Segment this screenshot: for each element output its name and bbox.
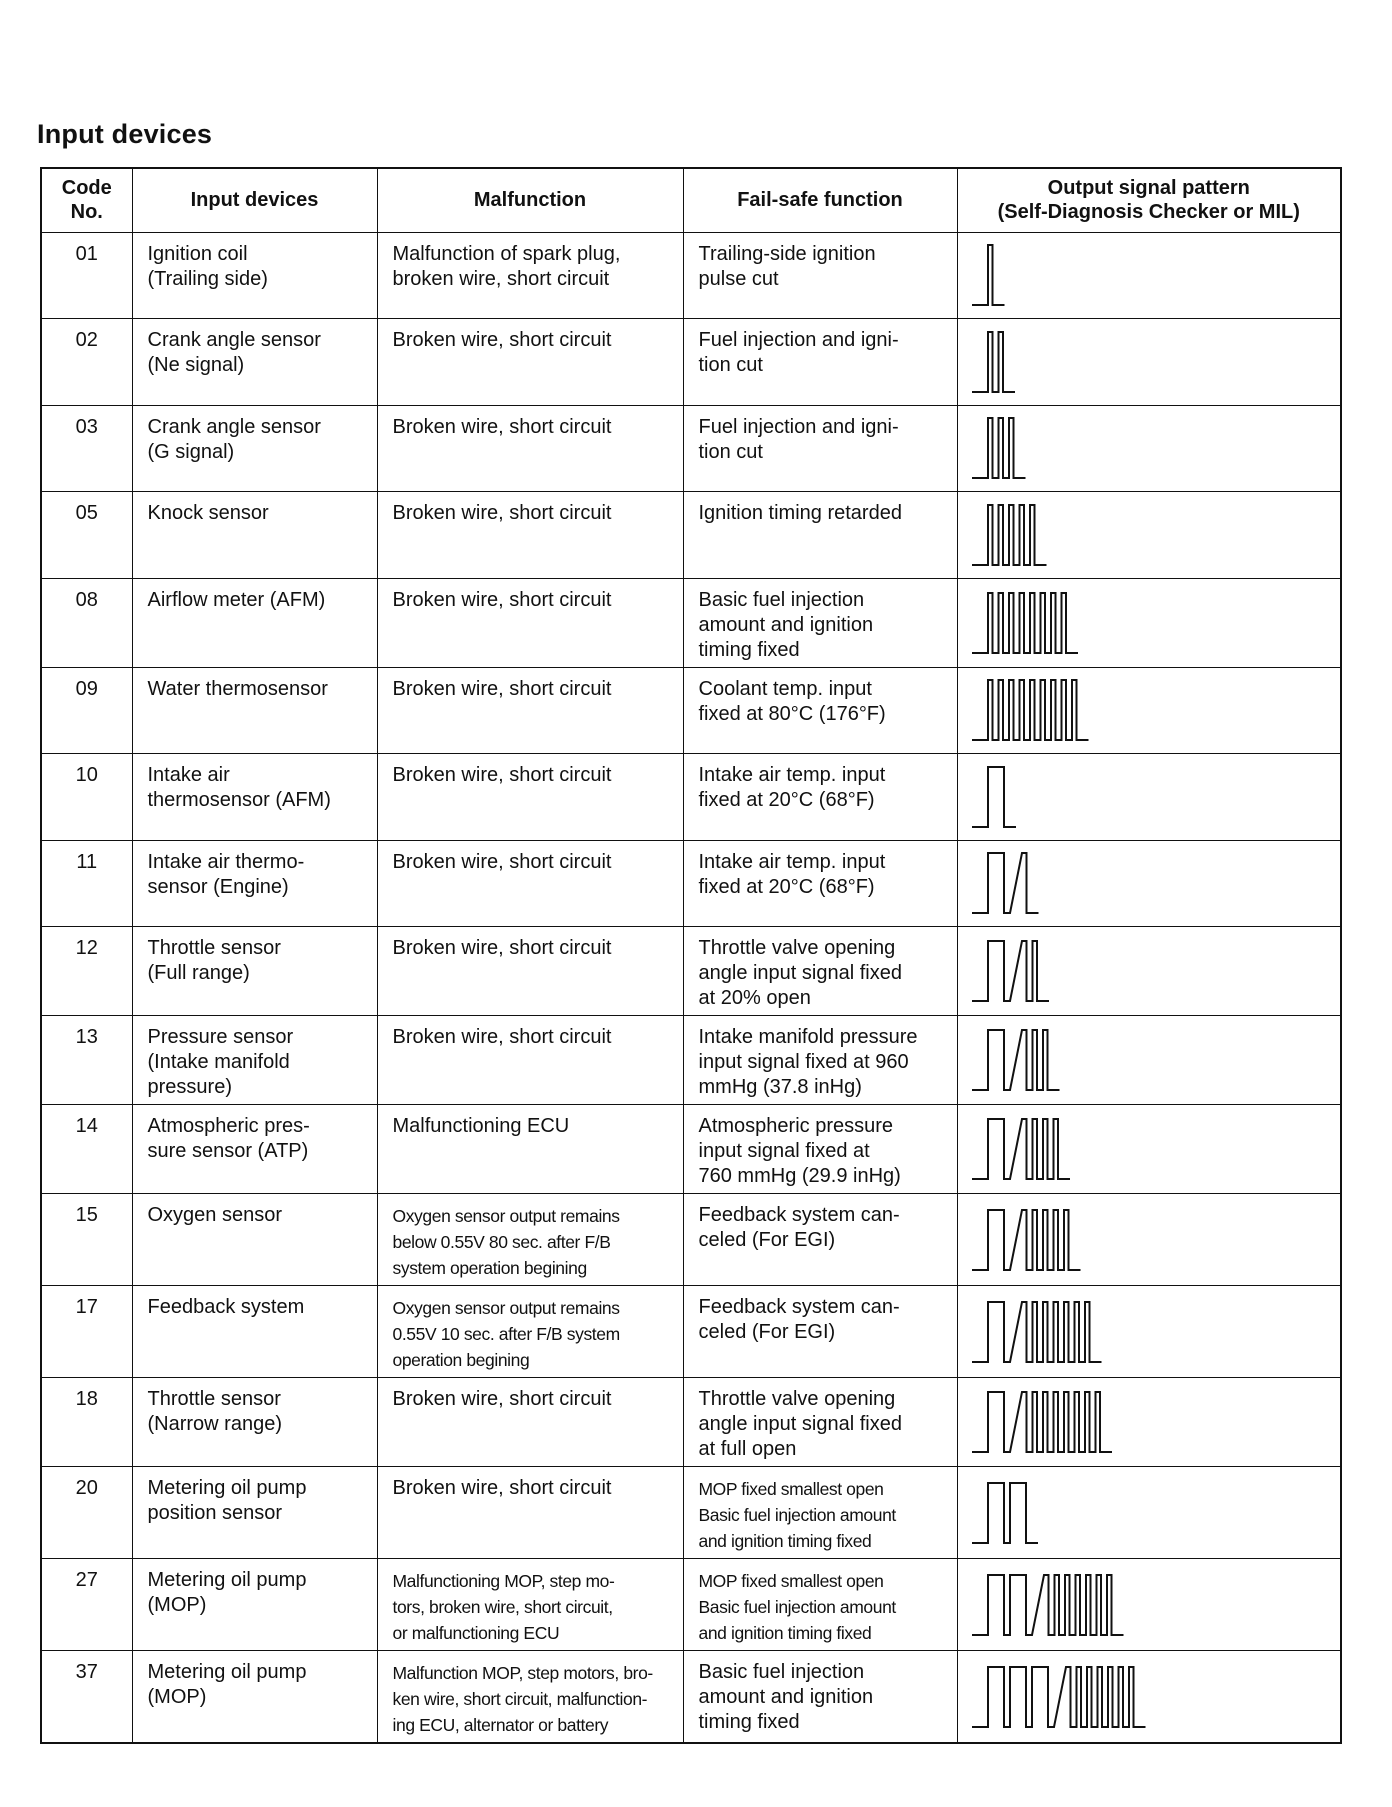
table-row: [41, 667, 1341, 754]
fail-safe-function-line: Trailing-side ignition: [698, 242, 876, 265]
code-number: 09: [41, 667, 132, 754]
output-signal-pattern: [957, 1467, 1341, 1559]
signal-waveform: [972, 1302, 1102, 1362]
input-device-line: Ignition coil: [147, 242, 248, 265]
signal-pattern-graphic: [966, 587, 1326, 659]
signal-waveform: [972, 332, 1015, 392]
signal-waveform: [972, 1667, 1146, 1727]
input-device-line: Oxygen sensor: [147, 1204, 283, 1226]
section-title: Input devices: [37, 119, 213, 149]
fail-safe-function: [683, 405, 957, 492]
fail-safe-function: [683, 1194, 957, 1286]
diagnosis-code-table: [40, 167, 1342, 1744]
fail-safe-function-line: and ignition timing fixed: [698, 1623, 872, 1643]
output-signal-pattern: [957, 1105, 1341, 1194]
output-signal-pattern: [957, 1286, 1341, 1378]
table-row: [41, 1378, 1341, 1467]
fail-safe-function-line: at full open: [698, 1438, 797, 1460]
input-device: [132, 754, 377, 841]
signal-waveform: [972, 1210, 1081, 1270]
code-number: 11: [41, 840, 132, 927]
malfunction-line: ing ECU, alternator or battery: [392, 1715, 609, 1735]
table-row: [41, 1467, 1341, 1559]
table-row: [41, 1286, 1341, 1378]
signal-pattern-graphic: [966, 412, 1326, 484]
malfunction: [377, 667, 683, 754]
code-number: 14: [41, 1105, 132, 1194]
malfunction-line: Broken wire, short circuit: [392, 588, 612, 611]
fail-safe-function-line: angle input signal fixed: [698, 1413, 902, 1435]
table-row: [41, 840, 1341, 927]
signal-waveform: [972, 1119, 1070, 1179]
header-pattern-line-1: Output signal pattern: [1047, 177, 1250, 200]
fail-safe-function: [683, 1467, 957, 1559]
signal-pattern-graphic: [966, 1296, 1326, 1368]
output-signal-pattern: [957, 1559, 1341, 1651]
fail-safe-function-line: 760 mmHg (29.9 inHg): [698, 1165, 901, 1187]
header-code-line-2: No.: [70, 201, 103, 224]
fail-safe-function: [683, 232, 957, 319]
header-code-line-1: Code: [61, 177, 112, 200]
code-number: 15: [41, 1194, 132, 1286]
malfunction: [377, 927, 683, 1016]
input-device-line: (Trailing side): [147, 267, 268, 290]
output-signal-pattern: [957, 492, 1341, 579]
malfunction: [377, 405, 683, 492]
fail-safe-function-line: fixed at 80°C (176°F): [698, 702, 886, 725]
input-device-line: Feedback system: [147, 1296, 305, 1318]
code-number: 20: [41, 1467, 132, 1559]
code-number: 18: [41, 1378, 132, 1467]
malfunction-line: Broken wire, short circuit: [392, 415, 612, 438]
table-header-row: [41, 168, 1341, 232]
table-row: [41, 1105, 1341, 1194]
fail-safe-function-line: MOP fixed smallest open: [698, 1479, 884, 1499]
table-row: [41, 1559, 1341, 1651]
malfunction: [377, 1378, 683, 1467]
malfunction-line: Broken wire, short circuit: [392, 764, 612, 786]
input-device-line: Intake air thermo-: [147, 850, 305, 873]
input-device-line: Metering oil pump: [147, 1661, 307, 1683]
input-device-line: (Intake manifold: [147, 1051, 290, 1073]
fail-safe-function-line: tion cut: [698, 354, 763, 376]
malfunction: [377, 840, 683, 927]
fail-safe-function-line: Basic fuel injection: [698, 588, 865, 611]
input-device-line: Intake air: [147, 764, 230, 786]
signal-pattern-graphic: [966, 1024, 1326, 1096]
malfunction: [377, 232, 683, 319]
malfunction-line: Malfunctioning ECU: [392, 1115, 570, 1137]
input-device-line: Throttle sensor: [147, 1388, 281, 1410]
input-device: [132, 927, 377, 1016]
input-device: [132, 232, 377, 319]
fail-safe-function: [683, 1105, 957, 1194]
input-device: [132, 319, 377, 406]
input-device-line: (Narrow range): [147, 1413, 282, 1435]
code-number: 02: [41, 319, 132, 406]
malfunction: [377, 1286, 683, 1378]
malfunction-line: Malfunction of spark plug,: [392, 242, 621, 265]
fail-safe-function-line: Ignition timing retarded: [698, 502, 902, 524]
input-device-line: Knock sensor: [147, 502, 269, 524]
fail-safe-function: [683, 840, 957, 927]
output-signal-pattern: [957, 667, 1341, 754]
header-pattern-line-2: (Self-Diagnosis Checker or MIL): [997, 201, 1300, 224]
signal-waveform: [972, 767, 1016, 827]
fail-safe-function-line: at 20% open: [698, 987, 811, 1009]
signal-pattern-graphic: [966, 499, 1326, 571]
fail-safe-function: [683, 667, 957, 754]
fail-safe-function-line: Atmospheric pressure: [698, 1115, 894, 1137]
input-device-line: sensor (Engine): [147, 875, 289, 898]
signal-pattern-graphic: [966, 1477, 1326, 1549]
fail-safe-function-line: MOP fixed smallest open: [698, 1571, 884, 1591]
output-signal-pattern: [957, 1378, 1341, 1467]
fail-safe-function-line: angle input signal fixed: [698, 962, 902, 984]
input-device-line: Throttle sensor: [147, 937, 281, 959]
malfunction-line: Broken wire, short circuit: [392, 850, 612, 873]
malfunction-line: system operation begining: [392, 1258, 587, 1278]
fail-safe-function-line: mmHg (37.8 inHg): [698, 1076, 862, 1098]
fail-safe-function-line: timing fixed: [698, 1711, 800, 1733]
input-device-line: Crank angle sensor: [147, 415, 321, 438]
input-device: [132, 1105, 377, 1194]
input-device-line: Water thermosensor: [147, 677, 328, 700]
fail-safe-function-line: Basic fuel injection amount: [698, 1597, 896, 1617]
input-device-line: Airflow meter (AFM): [147, 588, 326, 611]
input-device: [132, 578, 377, 667]
signal-waveform: [972, 941, 1049, 1001]
input-device: [132, 492, 377, 579]
fail-safe-function-line: Intake air temp. input: [698, 764, 886, 786]
fail-safe-function-line: Basic fuel injection amount: [698, 1505, 896, 1525]
input-device: [132, 1378, 377, 1467]
fail-safe-function: [683, 1286, 957, 1378]
input-device: [132, 1559, 377, 1651]
output-signal-pattern: [957, 1016, 1341, 1105]
code-number: 17: [41, 1286, 132, 1378]
malfunction-line: ken wire, short circuit, malfunction-: [392, 1689, 648, 1709]
signal-waveform: [972, 1575, 1124, 1635]
input-device: [132, 1651, 377, 1744]
input-device-line: position sensor: [147, 1502, 283, 1524]
malfunction: [377, 1194, 683, 1286]
malfunction-line: Broken wire, short circuit: [392, 502, 612, 524]
output-signal-pattern: [957, 578, 1341, 667]
fail-safe-function-line: fixed at 20°C (68°F): [698, 789, 875, 811]
fail-safe-function: [683, 1559, 957, 1651]
table-row: [41, 927, 1341, 1016]
code-number: 27: [41, 1559, 132, 1651]
table-row: [41, 1194, 1341, 1286]
fail-safe-function-line: Throttle valve opening: [698, 937, 896, 959]
input-device-line: pressure): [147, 1076, 232, 1098]
malfunction-line: Broken wire, short circuit: [392, 1388, 612, 1410]
output-signal-pattern: [957, 927, 1341, 1016]
fail-safe-function: [683, 927, 957, 1016]
malfunction-line: Oxygen sensor output remains: [392, 1206, 620, 1226]
header-output-signal-pattern: [957, 168, 1341, 232]
signal-waveform: [972, 245, 1005, 305]
output-signal-pattern: [957, 405, 1341, 492]
input-device-line: (Ne signal): [147, 354, 245, 376]
signal-pattern-graphic: [966, 761, 1326, 833]
malfunction: [377, 578, 683, 667]
table-row: [41, 232, 1341, 319]
input-device: [132, 1016, 377, 1105]
table-row: [41, 319, 1341, 406]
signal-pattern-graphic: [966, 239, 1326, 311]
input-device: [132, 1194, 377, 1286]
input-device-line: Metering oil pump: [147, 1477, 307, 1499]
fail-safe-function-line: and ignition timing fixed: [698, 1531, 872, 1551]
input-device-line: Crank angle sensor: [147, 329, 321, 351]
input-device-line: (G signal): [147, 440, 235, 463]
table-row: [41, 578, 1341, 667]
signal-waveform: [972, 593, 1078, 653]
signal-waveform: [972, 418, 1026, 478]
signal-pattern-graphic: [966, 1113, 1326, 1185]
header-code-no: [41, 168, 132, 232]
signal-waveform: [972, 1392, 1112, 1452]
header-fail-safe: Fail-safe function: [683, 168, 957, 232]
malfunction: [377, 1016, 683, 1105]
table-body: [41, 232, 1341, 1743]
signal-waveform: [972, 1030, 1060, 1090]
input-device: [132, 405, 377, 492]
malfunction: [377, 1559, 683, 1651]
code-number: 10: [41, 754, 132, 841]
signal-pattern-graphic: [966, 935, 1326, 1007]
malfunction-line: Broken wire, short circuit: [392, 937, 612, 959]
signal-pattern-graphic: [966, 1661, 1326, 1733]
fail-safe-function-line: input signal fixed at: [698, 1140, 870, 1162]
signal-pattern-graphic: [966, 326, 1326, 398]
code-number: 08: [41, 578, 132, 667]
signal-waveform: [972, 853, 1039, 913]
fail-safe-function: [683, 754, 957, 841]
signal-pattern-graphic: [966, 1386, 1326, 1458]
output-signal-pattern: [957, 754, 1341, 841]
table-row: [41, 1016, 1341, 1105]
malfunction-line: Broken wire, short circuit: [392, 1477, 612, 1499]
fail-safe-function-line: Intake manifold pressure: [698, 1026, 918, 1048]
fail-safe-function-line: fixed at 20°C (68°F): [698, 875, 875, 898]
code-number: 37: [41, 1651, 132, 1744]
signal-pattern-graphic: [966, 847, 1326, 919]
malfunction: [377, 319, 683, 406]
fail-safe-function-line: Throttle valve opening: [698, 1388, 896, 1410]
signal-pattern-graphic: [966, 1204, 1326, 1276]
table-row: [41, 1651, 1341, 1744]
input-device: [132, 1467, 377, 1559]
header-input-devices: Input devices: [132, 168, 377, 232]
input-device-line: sure sensor (ATP): [147, 1140, 309, 1162]
input-device-line: (Full range): [147, 962, 250, 984]
header-malfunction: Malfunction: [377, 168, 683, 232]
signal-waveform: [972, 505, 1047, 565]
fail-safe-function-line: tion cut: [698, 440, 763, 463]
fail-safe-function: [683, 1651, 957, 1744]
malfunction-line: operation begining: [392, 1350, 530, 1370]
malfunction: [377, 1651, 683, 1744]
malfunction-line: Broken wire, short circuit: [392, 1026, 612, 1048]
input-device-line: (MOP): [147, 1594, 207, 1616]
fail-safe-function-line: Intake air temp. input: [698, 850, 886, 873]
fail-safe-function-line: Coolant temp. input: [698, 677, 872, 700]
output-signal-pattern: [957, 1651, 1341, 1744]
fail-safe-function-line: Basic fuel injection: [698, 1661, 865, 1683]
signal-pattern-graphic: [966, 674, 1326, 746]
output-signal-pattern: [957, 1194, 1341, 1286]
fail-safe-function-line: Feedback system can-: [698, 1204, 900, 1226]
code-number: 05: [41, 492, 132, 579]
fail-safe-function-line: amount and ignition: [698, 613, 874, 636]
code-number: 03: [41, 405, 132, 492]
fail-safe-function-line: input signal fixed at 960: [698, 1051, 909, 1073]
fail-safe-function: [683, 1016, 957, 1105]
input-device-line: (MOP): [147, 1686, 207, 1708]
fail-safe-function-line: celed (For EGI): [698, 1229, 836, 1251]
malfunction-line: Broken wire, short circuit: [392, 677, 612, 700]
output-signal-pattern: [957, 232, 1341, 319]
malfunction-line: broken wire, short circuit: [392, 267, 610, 290]
malfunction: [377, 754, 683, 841]
output-signal-pattern: [957, 840, 1341, 927]
malfunction-line: Malfunction MOP, step motors, bro-: [392, 1663, 653, 1683]
fail-safe-function-line: amount and ignition: [698, 1686, 874, 1708]
malfunction: [377, 1105, 683, 1194]
fail-safe-function: [683, 319, 957, 406]
signal-waveform: [972, 680, 1089, 740]
malfunction-line: Malfunctioning MOP, step mo-: [392, 1571, 615, 1591]
malfunction-line: below 0.55V 80 sec. after F/B: [392, 1232, 611, 1252]
malfunction-line: Oxygen sensor output remains: [392, 1298, 620, 1318]
fail-safe-function: [683, 578, 957, 667]
input-device-line: Pressure sensor: [147, 1026, 294, 1048]
malfunction: [377, 492, 683, 579]
input-device-line: Metering oil pump: [147, 1569, 307, 1591]
malfunction: [377, 1467, 683, 1559]
input-device-line: Atmospheric pres-: [147, 1115, 310, 1137]
table-row: [41, 405, 1341, 492]
signal-pattern-graphic: [966, 1569, 1326, 1641]
fail-safe-function-line: pulse cut: [698, 267, 779, 290]
code-number: 12: [41, 927, 132, 1016]
output-signal-pattern: [957, 319, 1341, 406]
malfunction-line: Broken wire, short circuit: [392, 329, 612, 351]
input-device: [132, 840, 377, 927]
fail-safe-function-line: Feedback system can-: [698, 1296, 900, 1318]
code-number: 13: [41, 1016, 132, 1105]
fail-safe-function-line: Fuel injection and igni-: [698, 329, 899, 351]
malfunction-line: tors, broken wire, short circuit,: [392, 1597, 613, 1617]
input-device: [132, 1286, 377, 1378]
malfunction-line: or malfunctioning ECU: [392, 1623, 560, 1643]
fail-safe-function-line: timing fixed: [698, 638, 800, 661]
table-row: [41, 492, 1341, 579]
code-number: 01: [41, 232, 132, 319]
malfunction-line: 0.55V 10 sec. after F/B system: [392, 1324, 620, 1344]
fail-safe-function-line: Fuel injection and igni-: [698, 415, 899, 438]
signal-waveform: [972, 1483, 1038, 1543]
fail-safe-function: [683, 1378, 957, 1467]
input-device: [132, 667, 377, 754]
table-row: [41, 754, 1341, 841]
input-device-line: thermosensor (AFM): [147, 789, 331, 811]
fail-safe-function-line: celed (For EGI): [698, 1321, 836, 1343]
fail-safe-function: [683, 492, 957, 579]
